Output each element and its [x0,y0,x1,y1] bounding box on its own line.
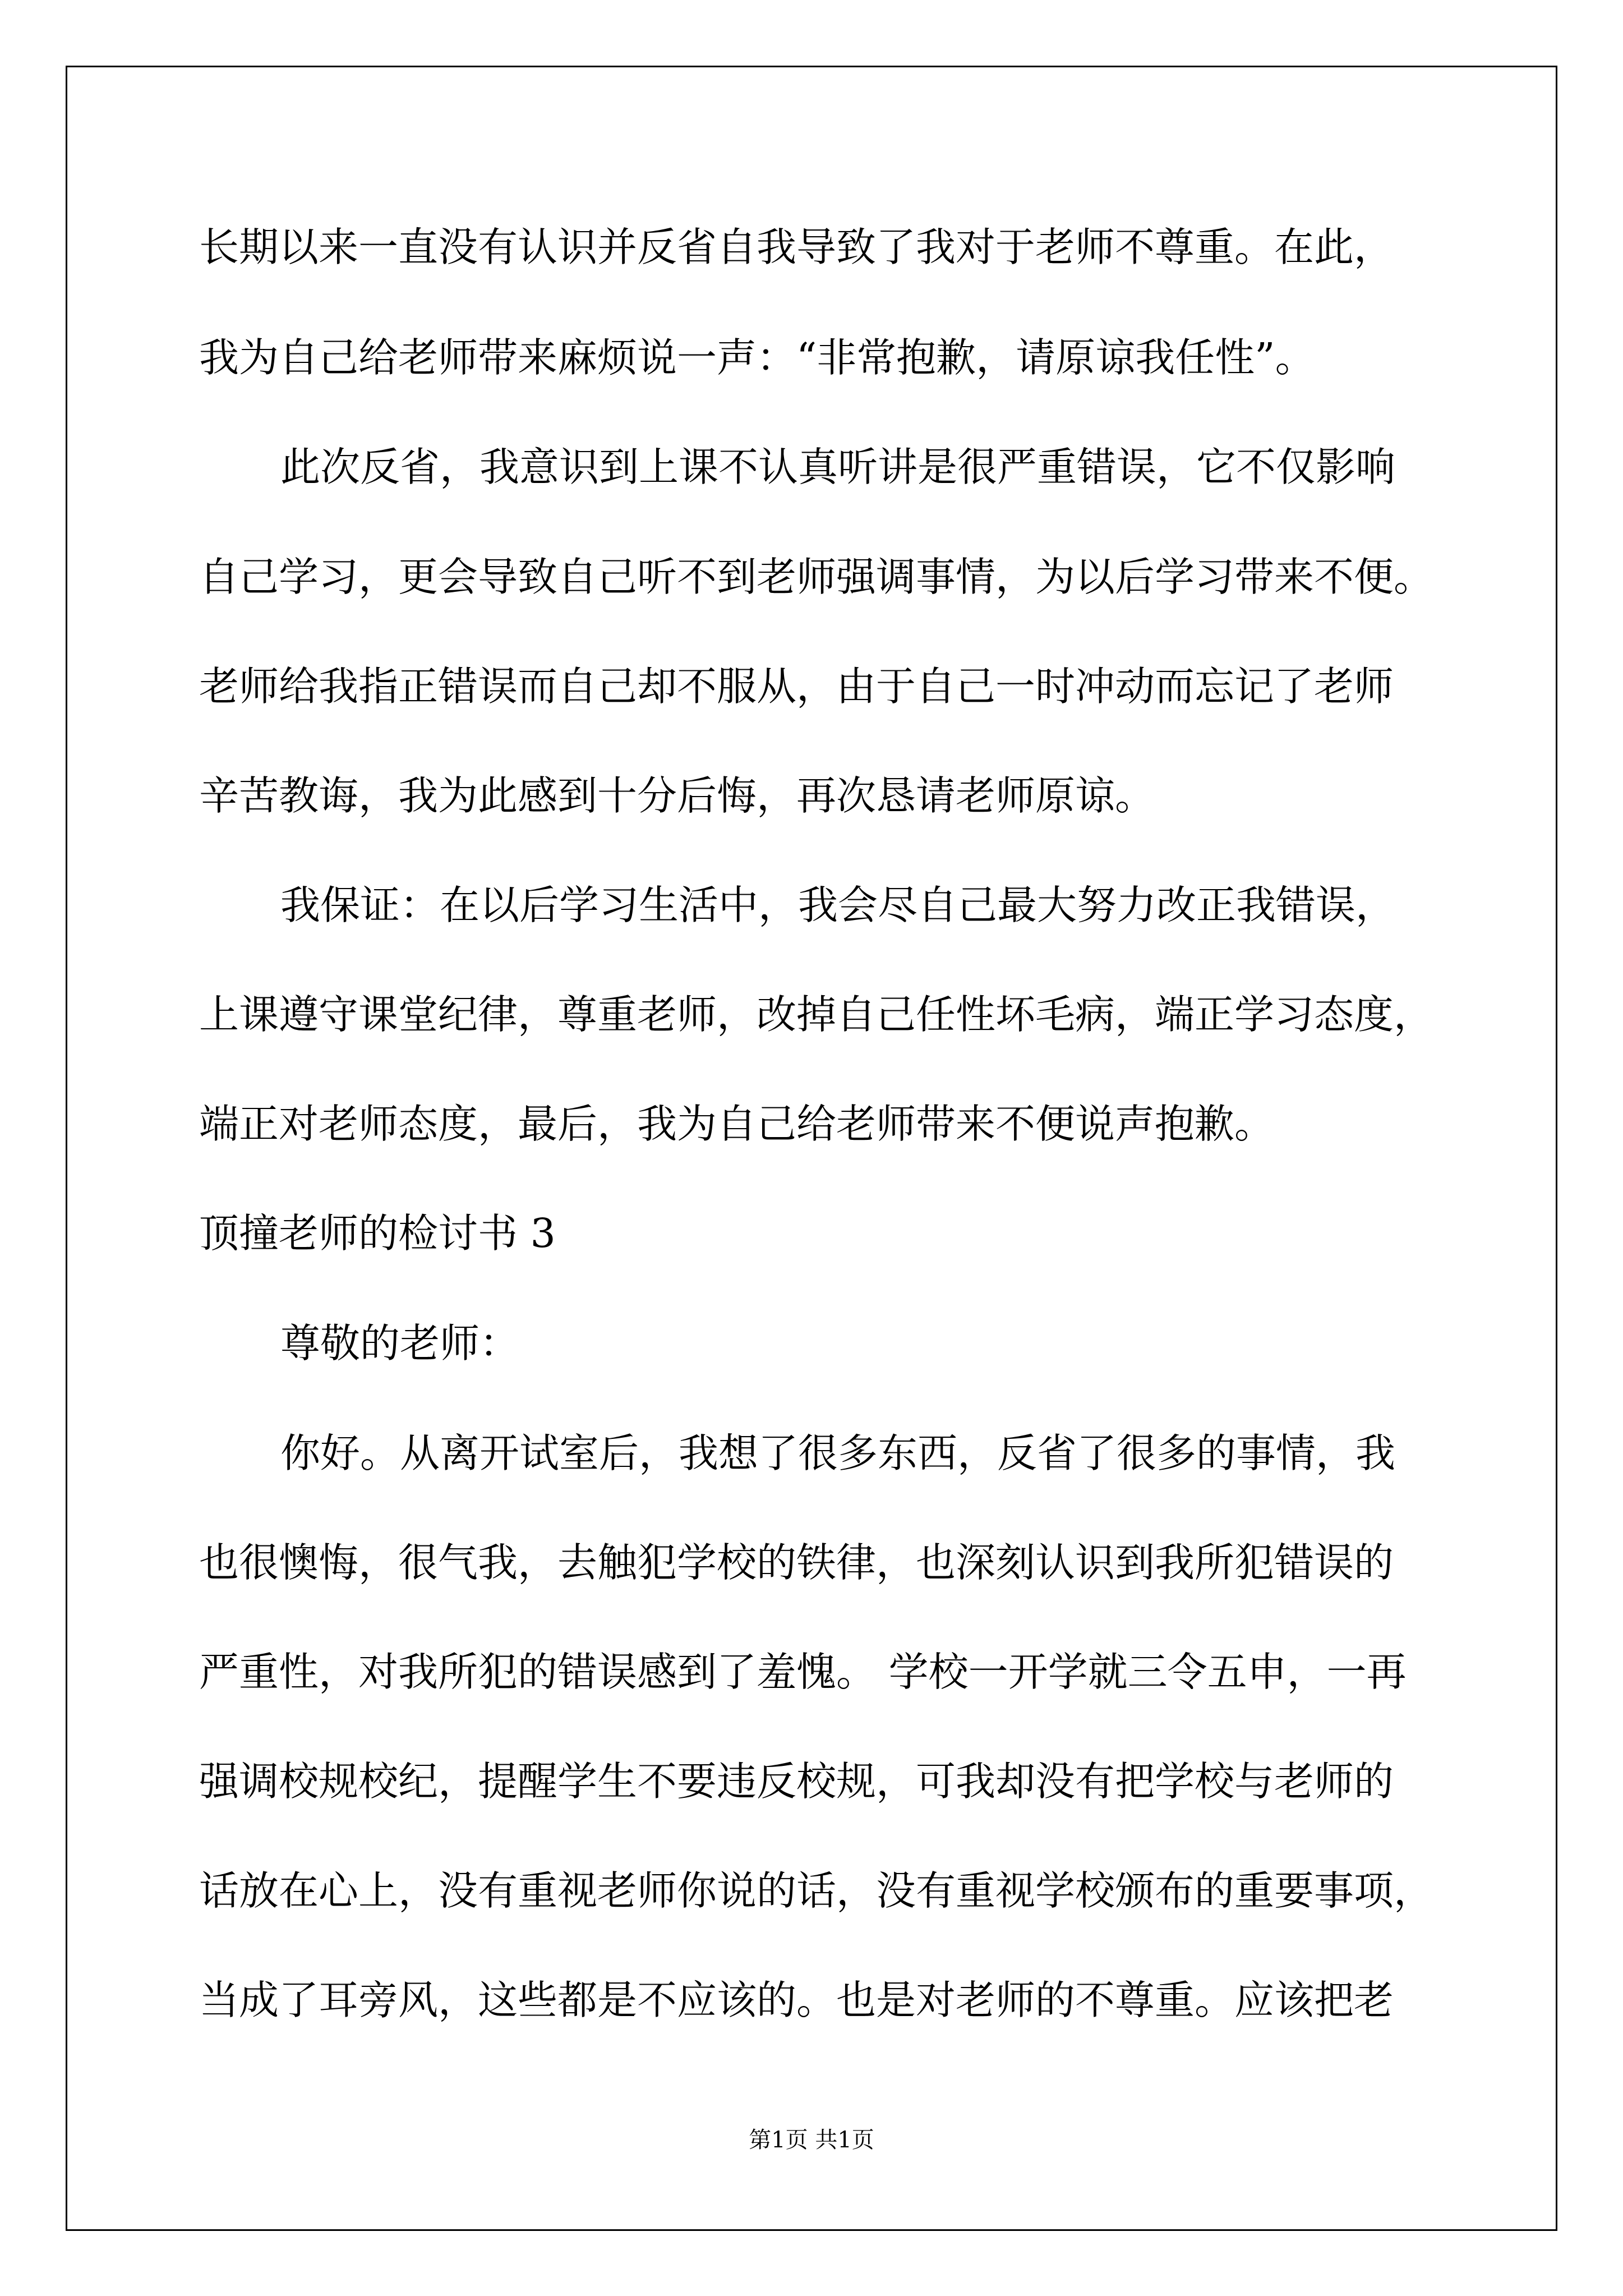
paragraph-4-line-5: 话放在心上，没有重视老师你说的话，没有重视学校颁布的重要事项， [199,1867,1434,1914]
paragraph-4-line-3: 严重性，对我所犯的错误感到了羞愧。 学校一开学就三令五申，一再 [199,1649,1407,1695]
paragraph-1-line-2: 我为自己给老师带来麻烦说一声：“非常抱歉，请原谅我任性”。 [199,334,1315,381]
paragraph-2-line-1: 此次反省，我意识到上课不认真听讲是很严重错误，它不仅影响 [280,444,1396,490]
paragraph-4-line-2: 也很懊悔，很气我，去触犯学校的铁律，也深刻认识到我所犯错误的 [199,1539,1394,1586]
salutation: 尊敬的老师： [280,1320,520,1366]
paragraph-2-line-3: 老师给我指正错误而自己却不服从，由于自己一时冲动而忘记了老师 [199,663,1394,710]
paragraph-1-line-1: 长期以来一直没有认识并反省自我导致了我对于老师不尊重。在此， [199,224,1394,270]
paragraph-3-line-1: 我保证：在以后学习生活中，我会尽自己最大努力改正我错误， [280,882,1396,928]
section-title: 顶撞老师的检讨书 3 [199,1210,556,1257]
paragraph-4-line-1: 你好。从离开试室后，我想了很多东西，反省了很多的事情，我 [280,1430,1396,1476]
paragraph-3-line-2: 上课遵守课堂纪律，尊重老师，改掉自己任性坏毛病，端正学习态度， [199,991,1434,1038]
page-footer: 第1页 共1页 [749,2127,874,2153]
paragraph-3-line-3: 端正对老师态度，最后，我为自己给老师带来不便说声抱歉。 [199,1101,1275,1147]
paragraph-2-line-4: 辛苦教诲，我为此感到十分后悔，再次恳请老师原谅。 [199,772,1155,819]
paragraph-4-line-4: 强调校规校纪，提醒学生不要违反校规，可我却没有把学校与老师的 [199,1758,1394,1805]
paragraph-2-line-2: 自己学习，更会导致自己听不到老师强调事情，为以后学习带来不便。 [199,554,1434,600]
paragraph-4-line-6: 当成了耳旁风，这些都是不应该的。也是对老师的不尊重。应该把老 [199,1977,1394,2023]
